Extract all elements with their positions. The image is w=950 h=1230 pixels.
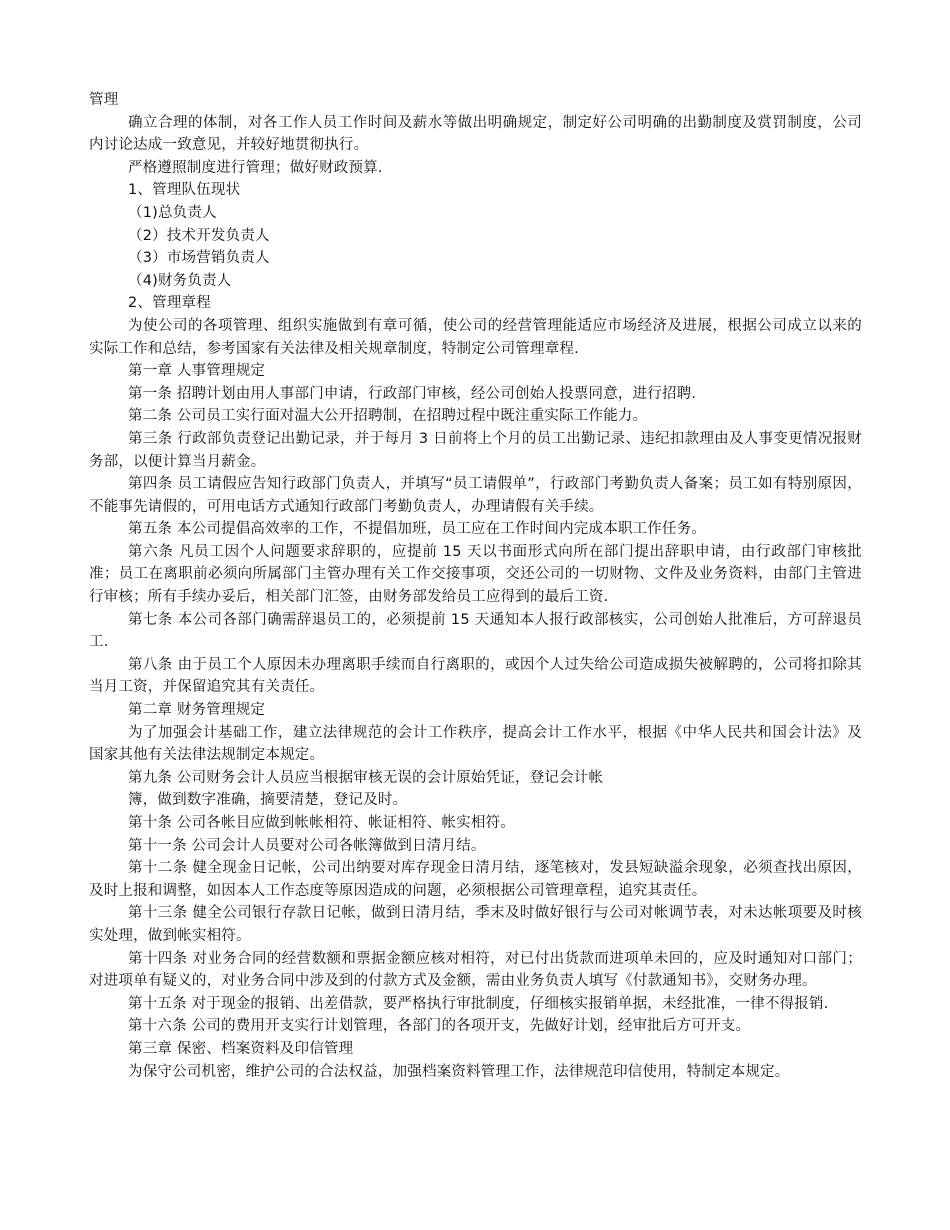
paragraph: 第五条 本公司提倡高效率的工作，不提倡加班，员工应在工作时间内完成本职工作任务。	[128, 521, 707, 538]
paragraph: 第一条 招聘计划由用人事部门申请，行政部门审核，经公司创始人投票同意，进行招聘.	[128, 385, 697, 402]
paragraph: 簿，做到数字准确，摘要清楚，登记及时。	[128, 792, 408, 809]
paragraph: 第一章 人事管理规定	[128, 363, 266, 380]
paragraph: 为保守公司机密，维护公司的合法权益，加强档案资料管理工作，法律规范印信使用，特制定本规定。	[128, 1063, 790, 1080]
paragraph: （4)财务负责人	[128, 272, 232, 289]
paragraph: 第九条 公司财务会计人员应当根据审核无误的会计原始凭证，登记会计帐	[128, 769, 604, 786]
paragraph: （3）市场营销负责人	[128, 250, 270, 267]
paragraph: 严格遵照制度进行管理；做好财政预算.	[128, 159, 383, 176]
paragraph: 第十五条 对于现金的报销、出差借款，要严格执行审批制度，仔细核实报销单据，未经批准，一律不得报销.	[128, 995, 829, 1012]
paragraph: 2、管理章程	[128, 295, 211, 312]
document-body	[89, 89, 862, 1083]
paragraph: 第六条 凡员工因个人问题要求辞职的，应提前 15 天以书面形式向所在部门提出辞职申请，由行政部门审核批准；员工在离职前必须向所属部门主管办理有关工作交接事项，交还公司的一切财物、文件及业务资料，由部门主管进行审核；所有手续办妥后，相关部门汇签，由财务部发给员工应得到的最后工资.	[89, 543, 862, 606]
paragraph: 第十二条 健全现金日记帐，公司出纳要对库存现金日清月结，逐笔核对，发县短缺溢余现象，必须查找出原因，及时上报和调整，如因本人工作态度等原因造成的问题，必须根据公司管理章程，追究其责任。	[89, 860, 862, 899]
paragraph: 第十四条 对业务合同的经营数额和票据金额应核对相符，对已付出货款而进项单未回的，应及时通知对口部门；对进项单有疑义的，对业务合同中涉及到的付款方式及金额，需由业务负责人填写《付款通知书》，交财务办理。	[89, 950, 862, 990]
paragraph: 第三条 行政部负责登记出勤记录，并于每月 3 日前将上个月的员工出勤记录、违纪扣款理由及人事变更情况报财务部，以便计算当月薪金。	[89, 430, 862, 470]
paragraph: （1)总负责人	[128, 204, 217, 221]
paragraph: 第十一条 公司会计人员要对公司各帐簿做到日清月结。	[128, 837, 486, 854]
paragraph: 第二条 公司员工实行面对温大公开招聘制，在招聘过程中既注重实际工作能力。	[128, 408, 648, 425]
paragraph: 第八条 由于员工个人原因未办理离职手续而自行离职的，或因个人过失给公司造成损失被解聘的，公司将扣除其当月工资，并保留追究其有关责任。	[89, 656, 862, 696]
paragraph: 确立合理的体制，对各工作人员工作时间及薪水等做出明确规定，制定好公司明确的出勤制度及赏罚制度，公司内讨论达成一致意见，并较好地贯彻执行。	[89, 114, 862, 154]
paragraph: 第七条 本公司各部门确需辞退员工的，必须提前 15 天通知本人报行政部核实，公司创始人批准后，方可辞退员工.	[89, 611, 862, 651]
paragraph: 1、管理队伍现状	[128, 182, 241, 199]
paragraph: 为使公司的各项管理、组织实施做到有章可循，使公司的经营管理能适应市场经济及进展，根据公司成立以来的实际工作和总结，参考国家有关法律及相关规章制度，特制定公司管理章程.	[89, 317, 862, 357]
paragraph: 第十三条 健全公司银行存款日记帐，做到日清月结，季末及时做好银行与公司对帐调节表，对未达帐项要及时核实处理，做到帐实相符。	[89, 905, 862, 944]
paragraph: 第十条 公司各帐目应做到帐帐相符、帐证相符、帐实相符。	[128, 815, 516, 831]
paragraph: （2）技术开发负责人	[128, 227, 270, 244]
paragraph: 第十六条 公司的费用开支实行计划管理，各部门的各项开支，先做好计划，经审批后方可开支。	[128, 1018, 751, 1035]
paragraph: 第三章 保密、档案资料及印信管理	[128, 1040, 354, 1057]
paragraph: 管理	[89, 92, 119, 108]
paragraph: 第二章 财务管理规定	[128, 702, 266, 719]
paragraph: 第四条 员工请假应告知行政部门负责人，并填写“员工请假单”，行政部门考勤负责人备案；员工如有特别原因，不能事先请假的，可用电话方式通知行政部门考勤负责人，办理请假有关手续。	[89, 476, 862, 515]
paragraph: 为了加强会计基础工作，建立法律规范的会计工作秩序，提高会计工作水平，根据《中华人民共和国会计法》及国家其他有关法律法规制定本规定。	[89, 724, 862, 764]
